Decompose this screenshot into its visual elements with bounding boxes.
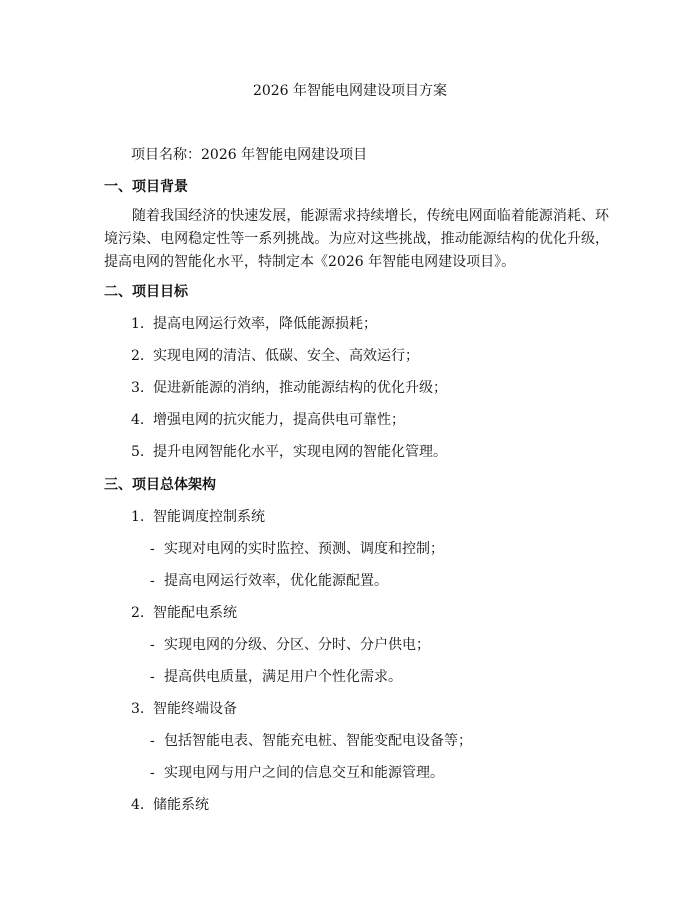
list-item-number: 4. — [131, 797, 145, 813]
list-item — [131, 698, 237, 718]
sub-item-text: 实现对电网的实时监控、预测、调度和控制； — [164, 541, 444, 557]
list-item-text: 储能系统 — [153, 797, 209, 813]
list-item — [131, 345, 419, 365]
sub-item-dash: - — [150, 541, 155, 557]
list-item-text: 实现电网的清洁、低碳、安全、高效运行； — [153, 348, 419, 364]
list-item-text: 提高电网运行效率，降低能源损耗； — [153, 316, 377, 332]
sub-item-text: 提高供电质量，满足用户个性化需求。 — [164, 669, 402, 685]
list-item-number: 4. — [131, 412, 145, 428]
sub-item-dash: - — [150, 637, 155, 653]
list-item-text: 提升电网智能化水平，实现电网的智能化管理。 — [153, 444, 447, 460]
list-item-text: 促进新能源的消纳，推动能源结构的优化升级； — [153, 380, 447, 396]
list-item-number: 3. — [131, 701, 145, 717]
list-item — [131, 441, 447, 461]
sub-item — [150, 634, 430, 654]
sub-item — [150, 570, 388, 590]
list-item-text: 智能终端设备 — [153, 701, 237, 717]
sub-item — [150, 730, 472, 750]
list-item — [131, 377, 447, 397]
sub-item — [150, 666, 402, 686]
sub-item-dash: - — [150, 765, 155, 781]
list-item — [131, 409, 405, 429]
sub-item-text: 实现电网的分级、分区、分时、分户供电； — [164, 637, 430, 653]
list-item — [131, 794, 209, 814]
list-item-text: 智能配电系统 — [153, 605, 237, 621]
sub-item-text: 提高电网运行效率，优化能源配置。 — [164, 573, 388, 589]
section-heading-background: 一、项目背景 — [104, 179, 188, 195]
section-heading-architecture: 三、项目总体架构 — [104, 477, 216, 493]
list-item — [131, 313, 377, 333]
sub-item — [150, 538, 444, 558]
list-item — [131, 602, 237, 622]
list-item-number: 1. — [131, 316, 145, 332]
list-item-number: 3. — [131, 380, 145, 396]
list-item-number: 2. — [131, 605, 145, 621]
document-title: 2026 年智能电网建设项目方案 — [252, 83, 448, 99]
sub-item-text: 实现电网与用户之间的信息交互和能源管理。 — [164, 765, 444, 781]
list-item-number: 2. — [131, 348, 145, 364]
sub-item — [150, 762, 444, 782]
list-item-number: 5. — [131, 444, 145, 460]
section-heading-goals: 二、项目目标 — [104, 284, 188, 300]
sub-item-dash: - — [150, 733, 155, 749]
sub-item-dash: - — [150, 669, 155, 685]
list-item — [131, 506, 265, 526]
sub-item-dash: - — [150, 573, 155, 589]
project-name: 项目名称：2026 年智能电网建设项目 — [131, 147, 368, 163]
list-item-number: 1. — [131, 509, 145, 525]
sub-item-text: 包括智能电表、智能充电桩、智能变配电设备等； — [164, 733, 472, 749]
background-paragraph: 随着我国经济的快速发展，能源需求持续增长，传统电网面临着能源消耗、环境污染、电网稳定性等一系列挑战。为应对这些挑战，推动能源结构的优化升级，提高电网的智能化水平，特制定本《2026 年智能电网建设项目》。 — [104, 208, 609, 270]
list-item-text: 增强电网的抗灾能力，提高供电可靠性； — [153, 412, 405, 428]
list-item-text: 智能调度控制系统 — [153, 509, 265, 525]
